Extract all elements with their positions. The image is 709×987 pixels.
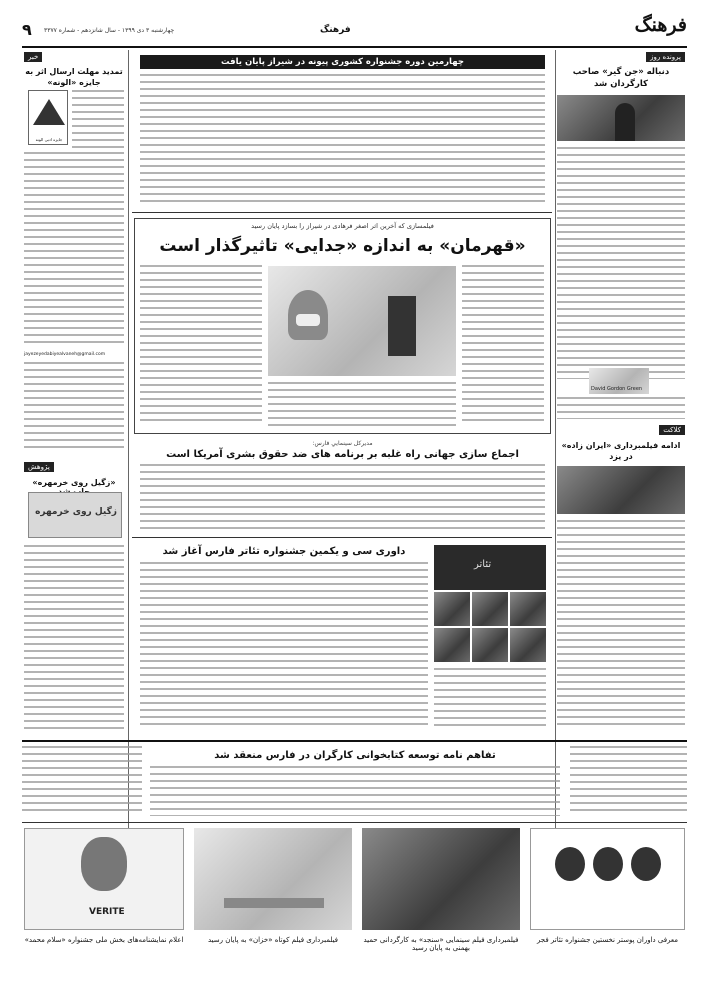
bottom-banner-top-rule [22,740,687,742]
bottom-photo-4 [24,828,184,930]
right-kicker: پرونده روز [646,52,685,62]
jury-photo-3 [510,592,546,626]
right-lower-photo [557,466,685,514]
contact-email: jayezeyedabiyealvaneh@gmail.com [24,352,106,357]
top-story-divider [132,212,552,213]
section-title: فرهنگ [320,25,351,35]
festival-poster [434,545,546,590]
bottom-caption-2: فیلمبرداری فیلم سینمایی «سنجد» به کارگردانی حمید بهمنی به پایان رسید [363,936,519,952]
face-mask [296,314,320,326]
mountain-icon [33,99,65,125]
bottom-caption-3: فیلمبرداری فیلم کوتاه «خزان» به پایان رسید [207,936,339,944]
mid-body [140,464,545,532]
book-cover [28,492,122,538]
right-photo [557,95,685,141]
portrait-1 [555,847,585,881]
masthead [0,0,709,48]
right-headline: دنباله «جن گیر» صاحب کارگردان شد [572,67,670,89]
newspaper-logo: فرهنگ [634,14,687,36]
bottom-photos-rule [22,822,687,823]
feature-body-right [462,265,544,425]
left-bottom-headline: «زگیل روی خرمهره» [32,478,116,487]
mid-divider [132,537,552,538]
festival-body-2 [434,668,546,730]
festival-headline: داوری سی و یکمین جشنواره تئاتر فارس آغاز شد [162,546,406,557]
photo-credit: David Gordon Green [591,386,643,392]
left-body-text-2 [24,152,124,347]
left-bottom-kicker: پژوهش [24,462,54,472]
jury-photo-5 [472,628,508,662]
left-headline: تمدید مهلت ارسال اثر به جایزه «الونه» [25,67,123,87]
festival-body [140,562,428,730]
camera-equipment [388,296,416,356]
left-body-text [72,90,124,150]
bottom-photo-2 [362,828,520,930]
bottom-caption-1: معرفی داوران پوستر نخستین جشنواره تئاتر فجر [536,936,679,944]
jury-photo-1 [434,592,470,626]
bottom-photo-1 [530,828,685,930]
feature-photo [268,266,456,376]
left-bottom-body [24,545,124,730]
alvaneh-seal [28,90,68,145]
right-body-text [557,147,685,379]
bottom-banner-body-mid [150,766,560,816]
bottom-banner-body-left [22,746,142,816]
jury-photo-6 [510,628,546,662]
portrait-2 [593,847,623,881]
right-lower-body [557,520,685,730]
bottom-banner-body-right [570,746,687,816]
page-number: ۹ [22,20,32,39]
feature-body-left [140,265,262,425]
right-lower-kicker: کلاکت [659,425,685,435]
head-silhouette [81,837,127,891]
right-photo-2 [589,368,649,394]
feature-headline: «قهرمان» به اندازه «جدایی» تاثیرگذار است [159,236,526,256]
bottom-caption-4: اعلام نمایشنامه‌های بخش ملی جشنواره «سلام محمد» [24,936,184,944]
seal-caption: جایزه ادبی الونه [35,137,63,142]
mid-headline: اجماع سازی جهانی راه غلبه بر برنامه های ضد حقوق بشری آمریکا است [166,449,519,460]
bottom-photo-3 [194,828,352,930]
bottom-banner-headline: تفاهم نامه توسعه کتابخوانی کارگران در فارس منعقد شد [214,750,496,761]
poster-text: VERITE [89,907,125,917]
masthead-divider [22,46,687,48]
feature-body-bottom [268,382,456,426]
table-shape [224,898,324,908]
left-kicker: خبر [24,52,42,62]
right-lower-headline: ادامه فیلمبرداری «ایران زاده» در یزد [561,441,681,461]
portrait-3 [631,847,661,881]
jury-photo-4 [434,628,470,662]
jury-photo-2 [472,592,508,626]
feature-lede: فیلمسازی که آخرین اثر اصغر فرهادی در شیراز را بسازد پایان رسید [251,222,434,230]
top-story-body [140,74,545,206]
right-body-text-2 [557,397,685,419]
mid-kicker: مدیرکل سینماییِ فارس: [312,440,373,447]
date-line: چهارشنبه ۳ دی ۱۳۹۹ - سال شانزدهم - شماره ۳۳۷۷ [44,27,175,34]
left-body-text-3 [24,362,124,452]
top-story-headline: چهارمین دوره جشنواره کشوری پیونه در شیراز پایان یافت [221,57,464,67]
poster-label: تئاتر [474,559,492,570]
person-silhouette [615,103,635,141]
book-cover-title: زگیل روی خرمهره [35,507,117,517]
